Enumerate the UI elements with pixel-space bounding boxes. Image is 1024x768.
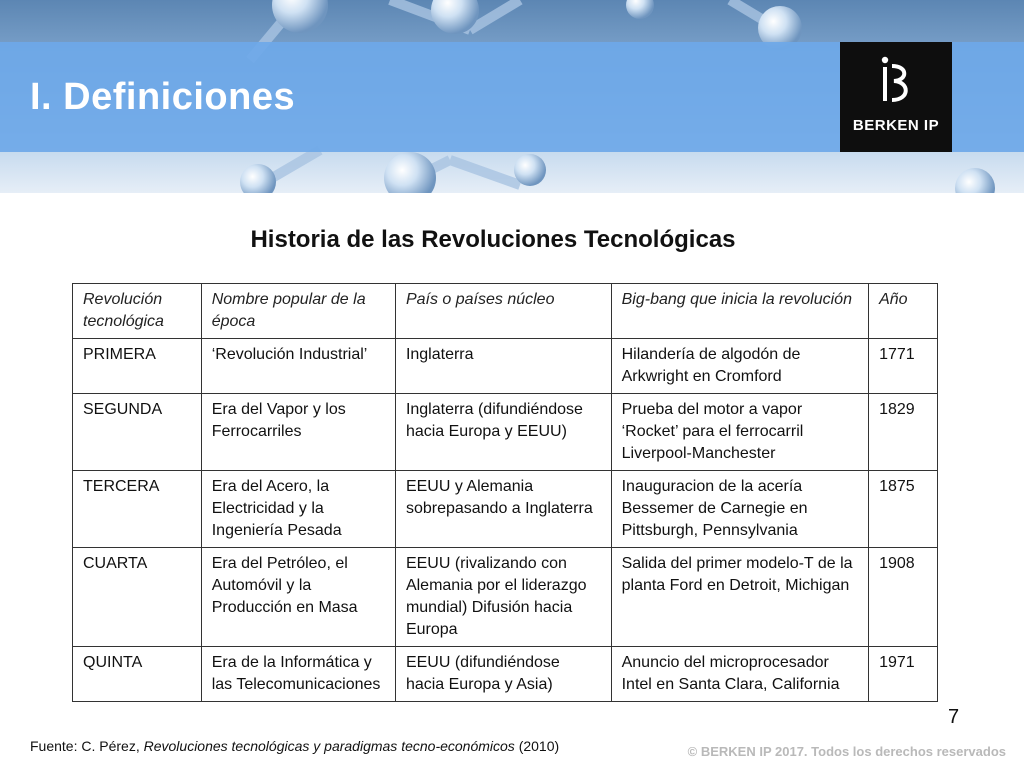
table-row xyxy=(73,647,938,702)
cell-big-bang: Inauguracion de la acería Bessemer de Carnegie en Pittsburgh, Pennsylvania xyxy=(611,471,868,548)
cell-pais: EEUU (difundiéndose hacia Europa y Asia) xyxy=(395,647,611,702)
cell-ano: 1875 xyxy=(869,471,938,548)
cell-nombre: Era del Petróleo, el Automóvil y la Producción en Masa xyxy=(201,548,395,647)
header-nombre: Nombre popular de la época xyxy=(201,284,395,339)
berken-logo xyxy=(840,42,952,152)
cell-big-bang: Salida del primer modelo-T de la planta Ford en Detroit, Michigan xyxy=(611,548,868,647)
cell-revolucion: SEGUNDA xyxy=(73,394,202,471)
header-ano: Año xyxy=(869,284,938,339)
cell-big-bang: Prueba del motor a vapor ‘Rocket’ para el ferrocarril Liverpool-Manchester xyxy=(611,394,868,471)
cell-nombre: Era de la Informática y las Telecomunicaciones xyxy=(201,647,395,702)
cell-ano: 1908 xyxy=(869,548,938,647)
cell-pais: EEUU y Alemania sobrepasando a Inglaterra xyxy=(395,471,611,548)
source-prefix: Fuente: C. Pérez, xyxy=(30,738,144,754)
cell-big-bang: Hilandería de algodón de Arkwright en Cromford xyxy=(611,339,868,394)
cell-pais: EEUU (rivalizando con Alemania por el liderazgo mundial) Difusión hacia Europa xyxy=(395,548,611,647)
logo-text: BERKEN IP xyxy=(852,117,940,134)
cell-ano: 1771 xyxy=(869,339,938,394)
revolutions-table xyxy=(72,283,938,702)
cell-ano: 1829 xyxy=(869,394,938,471)
cell-big-bang: Anuncio del microprocesador Intel en Santa Clara, California xyxy=(611,647,868,702)
cell-revolucion: PRIMERA xyxy=(73,339,202,394)
source-suffix: (2010) xyxy=(514,738,560,754)
cell-ano: 1971 xyxy=(869,647,938,702)
header-pais: País o países núcleo xyxy=(395,284,611,339)
slide-subtitle: Historia de las Revoluciones Tecnológicas xyxy=(250,226,736,253)
cell-nombre: Era del Acero, la Electricidad y la Ingeniería Pesada xyxy=(201,471,395,548)
cell-revolucion: CUARTA xyxy=(73,548,202,647)
source-work-title: Revoluciones tecnológicas y paradigmas tecno-económicos xyxy=(143,738,515,754)
page-title: I. Definiciones xyxy=(30,76,296,118)
cell-nombre: Era del Vapor y los Ferrocarriles xyxy=(201,394,395,471)
table-row xyxy=(73,548,938,647)
cell-revolucion: TERCERA xyxy=(73,471,202,548)
table-header-row xyxy=(73,284,938,339)
header-big-bang: Big-bang que inicia la revolución xyxy=(611,284,868,339)
cell-pais: Inglaterra xyxy=(395,339,611,394)
cell-revolucion: QUINTA xyxy=(73,647,202,702)
berken-b-logo-icon xyxy=(880,56,912,110)
table-row xyxy=(73,394,938,471)
title-bar-right xyxy=(952,42,1024,152)
table-row xyxy=(73,339,938,394)
source-citation xyxy=(30,738,559,754)
copyright-notice: © BERKEN IP 2017. Todos los derechos reservados xyxy=(687,744,1006,759)
page-number: 7 xyxy=(948,706,960,728)
cell-pais: Inglaterra (difundiéndose hacia Europa y EEUU) xyxy=(395,394,611,471)
table-row xyxy=(73,471,938,548)
header-revolucion: Revolución tecnológica xyxy=(73,284,202,339)
cell-nombre: ‘Revolución Industrial’ xyxy=(201,339,395,394)
